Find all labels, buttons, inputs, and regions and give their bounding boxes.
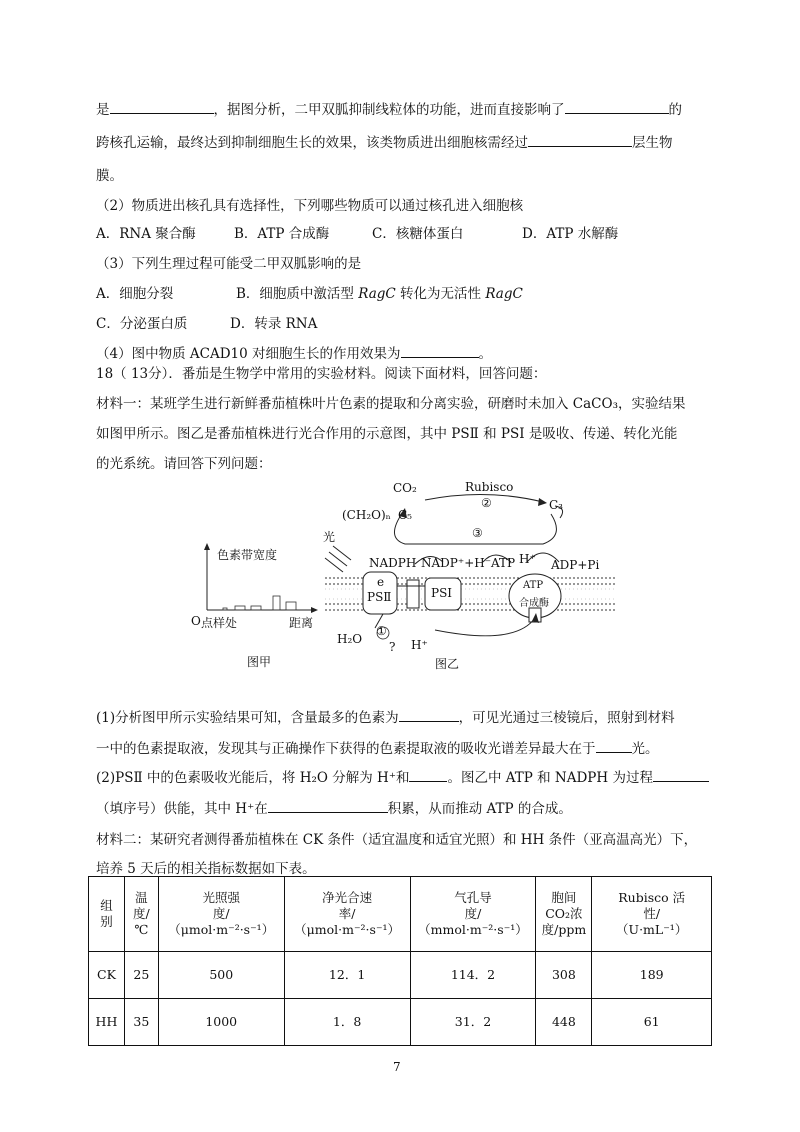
header-line: 率/	[338, 906, 356, 921]
header-line: CO₂浓	[545, 906, 583, 921]
option-b[interactable]: B．ATP 合成酶	[234, 226, 330, 242]
answer-blank[interactable]	[528, 132, 632, 147]
text: 转化为无活性	[395, 286, 486, 302]
page-number: 7	[393, 1060, 401, 1074]
nadp-label: NADP⁺+H⁻	[421, 556, 492, 570]
text: (1)分析图甲所示实验结果可知，含量最多的色素为	[96, 710, 399, 726]
table-row	[89, 999, 712, 1046]
table-cell: 308	[536, 952, 592, 999]
q18-part1-line-2	[96, 737, 659, 757]
table-cell: 12．1	[284, 952, 410, 999]
table-cell: 500	[158, 952, 284, 999]
header-line: （U·mL⁻¹）	[616, 922, 688, 937]
h2o-label: H₂O	[337, 632, 363, 646]
step-1-label: ①	[376, 624, 387, 638]
pigment-band	[251, 606, 261, 610]
text: （4）图中物质 ACAD10 对细胞生长的作用效果为	[96, 346, 401, 362]
hplus-top-label: H⁺	[519, 552, 536, 566]
q18-part1-line-1	[96, 706, 675, 726]
co2-label: CO₂	[393, 481, 417, 495]
q17-part4	[96, 342, 492, 362]
header-line: Rubisco 活	[618, 890, 686, 905]
nadph-label: NADPH	[369, 556, 417, 570]
y-axis-label: 色素带宽度	[217, 548, 278, 562]
step-3-label: ③	[472, 526, 483, 540]
option-d[interactable]: D．转录 RNA	[230, 316, 318, 332]
answer-blank[interactable]	[401, 343, 479, 358]
table-header	[89, 877, 125, 952]
q17-line-2	[96, 131, 673, 151]
table-cell: 1000	[158, 999, 284, 1046]
material-1-line-1	[96, 392, 685, 412]
q17-part3-options-ab	[96, 282, 523, 302]
option-b[interactable]	[236, 286, 523, 302]
table-cell: 448	[536, 999, 592, 1046]
text: 培养 5 天后的相关指标数据如下表。	[96, 861, 316, 877]
text: RagC	[485, 286, 523, 302]
text: B．细胞质中激活型	[236, 286, 359, 302]
question-title: 18（ 13分）．番茄是生物学中常用的实验材料。阅读下面材料，回答问题：	[96, 366, 547, 382]
header-line: 度/	[133, 906, 150, 921]
answer-blank[interactable]	[399, 707, 459, 722]
table-cell: 35	[124, 999, 158, 1046]
answer-blank[interactable]	[565, 99, 669, 114]
ch2o-label: (CH₂O)ₙ	[342, 508, 391, 522]
pigment-band	[273, 596, 280, 610]
ps1-label: PSⅠ	[431, 586, 453, 600]
electron-label: e	[377, 575, 385, 589]
answer-blank[interactable]	[596, 738, 632, 753]
option-a[interactable]: A．细胞分裂	[96, 286, 174, 302]
table-cell: 25	[124, 952, 158, 999]
header-line: 性/	[643, 906, 661, 921]
ps2-label: PSⅡ	[367, 590, 392, 604]
table-row	[89, 952, 712, 999]
answer-blank[interactable]	[653, 767, 709, 782]
figure-yi	[315, 478, 625, 673]
option-d[interactable]: D．ATP 水解酶	[522, 226, 619, 242]
c3-label: C₃	[549, 498, 563, 512]
light-label: 光	[323, 530, 336, 544]
table-header	[158, 877, 284, 952]
step-2-label: ②	[481, 496, 492, 510]
text: 如图甲所示。图乙是番茄植株进行光合作用的示意图，其中 PSⅡ 和 PSⅠ 是吸收、传递、转化光能	[96, 426, 678, 442]
table-cell: 189	[592, 952, 712, 999]
text: 是	[96, 102, 110, 118]
header-line: 光照强	[202, 890, 240, 905]
material-2-line-1	[96, 828, 697, 848]
pigment-band	[286, 602, 296, 610]
hplus-bottom-label: H⁺	[411, 638, 428, 652]
text: (2)PSⅡ 中的色素吸收光能后，将 H₂O 分解为 H⁺和	[96, 770, 410, 786]
x-start-label: 点样处	[201, 616, 238, 630]
header-line: （μmol·m⁻²·s⁻¹）	[294, 922, 401, 937]
text: （3）下列生理过程可能受二甲双胍影响的是	[96, 256, 362, 272]
origin-label: O	[191, 614, 201, 628]
q17-part3-question	[96, 252, 361, 272]
table-header-row	[89, 877, 712, 952]
q18-part2-line-1	[96, 766, 709, 786]
header-line: （mmol·m⁻²·s⁻¹）	[418, 922, 528, 937]
pigment-band	[223, 608, 227, 610]
text: 。图乙中 ATP 和 NADPH 为过程	[447, 770, 653, 786]
material-1-line-3	[96, 452, 272, 472]
x-end-label: 距离	[289, 616, 314, 630]
q17-part2-question	[96, 194, 523, 214]
text: （填序号）供能，其中 H⁺在	[96, 801, 268, 817]
text: ，据图分析，二甲双胍抑制线粒体的功能，进而直接影响了	[213, 102, 565, 118]
adp-label: ADP+Pi	[551, 558, 600, 572]
table-header	[536, 877, 592, 952]
q17-part3-options-cd	[96, 312, 317, 332]
text: 的	[668, 102, 682, 118]
header-line: 度/	[212, 906, 230, 921]
header-line: 胞间	[551, 890, 577, 905]
rubisco-label: Rubisco	[465, 480, 514, 494]
data-table	[88, 876, 712, 1046]
answer-blank[interactable]	[409, 767, 447, 782]
table-header	[284, 877, 410, 952]
table-cell: CK	[89, 952, 125, 999]
header-line: ℃	[134, 922, 149, 937]
table-cell: 114．2	[410, 952, 536, 999]
header-line: 度/	[464, 906, 482, 921]
material-1-line-2	[96, 422, 677, 442]
text: 的光系统。请回答下列问题：	[96, 456, 272, 472]
q17-line-1	[96, 98, 682, 118]
header-line: 气孔导	[454, 890, 492, 905]
text: 光。	[631, 741, 659, 757]
table-header	[592, 877, 712, 952]
table-cell: 31．2	[410, 999, 536, 1046]
figure-jia	[185, 540, 335, 670]
text: 积累，从而推动 ATP 的合成。	[387, 801, 572, 817]
text: 材料二：某研究者测得番茄植株在 CK 条件（适宜温度和适宜光照）和 HH 条件（亚高温高光）下，	[96, 832, 698, 848]
header-line: （μmol·m⁻²·s⁻¹）	[168, 922, 275, 937]
header-line: 净光合速	[322, 890, 373, 905]
table-header	[124, 877, 158, 952]
option-c[interactable]: C．核糖体蛋白	[372, 226, 464, 242]
table-cell: 61	[592, 999, 712, 1046]
figure-caption: 图甲	[247, 655, 272, 669]
atp-label: ATP	[491, 556, 516, 570]
text: 一中的色素提取液，发现其与正确操作下获得的色素提取液的吸收光谱差异最大在于	[96, 741, 596, 757]
material-2-line-2	[96, 857, 316, 877]
c5-label: C₅	[398, 508, 412, 522]
answer-blank[interactable]	[110, 99, 214, 114]
atp-synthase-label: ATP	[523, 580, 544, 591]
text: 跨核孔运输，最终达到抑制细胞生长的效果，该类物质进出细胞核需经过	[96, 135, 528, 151]
option-a[interactable]: A．RNA 聚合酶	[96, 226, 196, 242]
header-line: 组	[100, 898, 113, 913]
text: （2）物质进出核孔具有选择性，下列哪些物质可以通过核孔进入细胞核	[96, 198, 524, 214]
header-line: 温	[135, 890, 148, 905]
q18-header	[96, 362, 546, 382]
unknown-product-label: ?	[389, 640, 396, 654]
text: 层生物	[632, 135, 673, 151]
text: RagC	[358, 286, 396, 302]
q17-part2-options	[96, 222, 618, 242]
text: ，可见光通过三棱镜后，照射到材料	[458, 710, 675, 726]
table-header	[410, 877, 536, 952]
table-cell: HH	[89, 999, 125, 1046]
answer-blank[interactable]	[268, 798, 388, 813]
q17-line-3	[96, 164, 123, 184]
option-c[interactable]: C．分泌蛋白质	[96, 316, 188, 332]
text: 膜。	[96, 168, 123, 184]
atp-synthase-label: 合成酶	[519, 598, 549, 609]
text: 材料一：某班学生进行新鲜番茄植株叶片色素的提取和分离实验，研磨时未加入 CaCO₃，实验结果	[96, 396, 686, 412]
header-line: 度/ppm	[541, 922, 587, 937]
table-cell: 1．8	[284, 999, 410, 1046]
text: 。	[478, 346, 493, 362]
q18-part2-line-2	[96, 797, 572, 817]
figure-caption: 图乙	[435, 657, 460, 671]
header-line: 别	[100, 914, 113, 929]
pigment-band	[235, 606, 245, 610]
